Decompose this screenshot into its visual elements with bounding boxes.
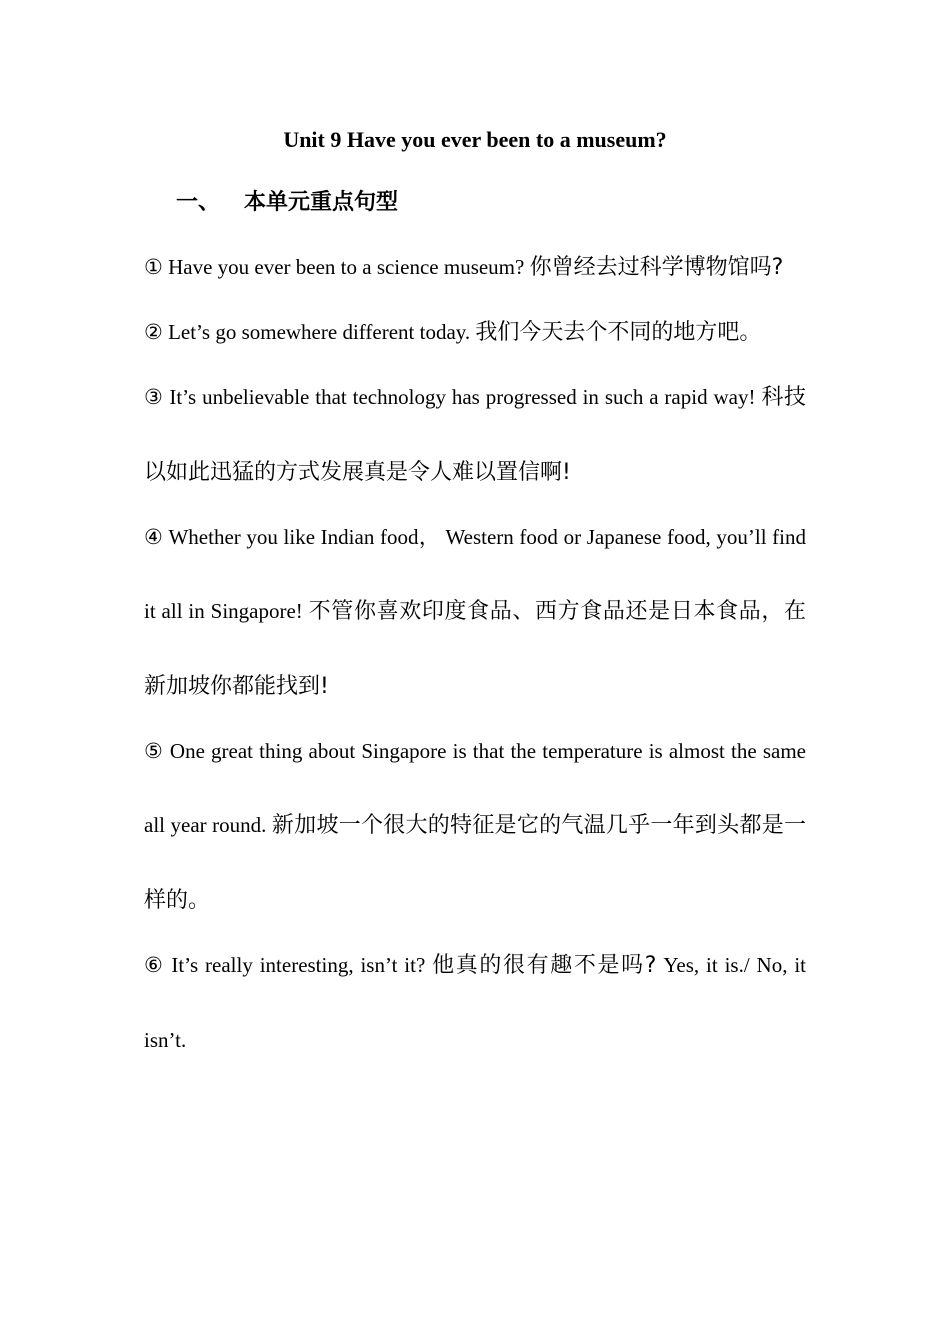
sentence-english: ⑤ One great thing about Singapore is that the temperature is almost the same all year round. [144,739,806,837]
sentence-list [144,230,806,1067]
sentence-chinese: 新加坡一个很大的特征是它的气温几乎一年到头都是一样的。 [144,813,806,913]
sentence-chinese: 我们今天去个不同的地方吧。 [475,320,762,345]
section-heading [176,186,398,220]
sentence-item [144,230,806,305]
sentence-chinese: 他真的很有趣不是吗? [432,953,657,978]
sentence-english: ② Let’s go somewhere different today. [144,320,476,344]
sentence-item [144,928,806,1077]
sentence-english: ③ It’s unbelievable that technology has progressed in such a rapid way! [144,385,762,409]
sentence-chinese: 不管你喜欢印度食品、西方食品还是日本食品，在新加坡你都能找到! [144,599,806,699]
sentence-english: ① Have you ever been to a science museum? [144,255,530,279]
sentence-item [144,714,806,938]
page-title: Unit 9 Have you ever been to a museum? [283,127,667,152]
sentence-item [144,295,806,370]
sentence-english: ④ Whether you like Indian food， Western food or Japanese food, you’ll find it all in Singapore! [144,525,806,623]
sentence-english: ⑥ It’s really interesting, isn’t it? [144,953,433,977]
sentence-answer: Yes, it is./ No, it isn’t. [144,953,806,1052]
section-number: 一、 [176,190,221,215]
sentence-chinese: 你曾经去过科学博物馆吗? [529,255,784,280]
sentence-chinese: 科技以如此迅猛的方式发展真是令人难以置信啊! [144,385,806,485]
section-title: 本单元重点句型 [244,190,399,215]
sentence-item [144,500,806,724]
sentence-item [144,360,806,510]
